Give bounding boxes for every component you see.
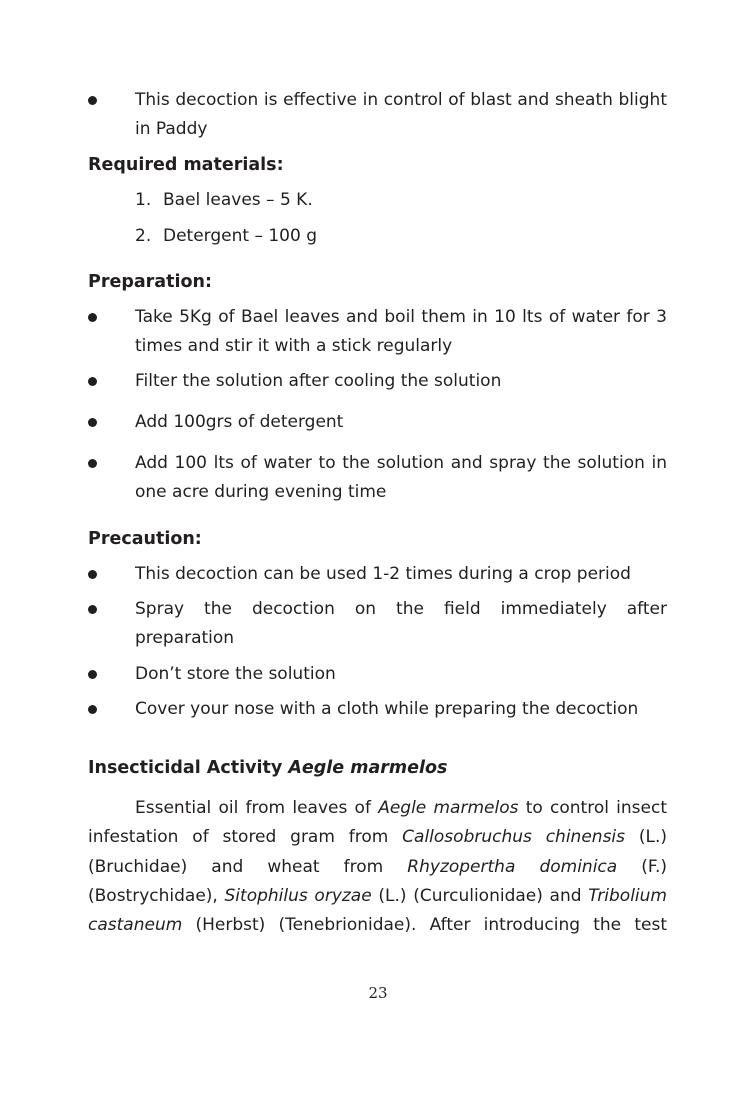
species-name: Rhyzopertha dominica	[407, 856, 618, 877]
bullet-text	[135, 449, 667, 507]
heading-italic-species: Aegle marmelos	[288, 758, 448, 778]
species-name: Aegle marmelos	[378, 798, 519, 818]
species-name: castaneum	[88, 915, 183, 936]
bullet-text	[135, 560, 667, 589]
precaution-heading: Precaution:	[88, 529, 202, 549]
text-segment: (Herbst) (Tenebrionidae). After introducing the test	[182, 915, 667, 936]
bullet-dot	[88, 377, 97, 386]
bullet-text	[135, 695, 667, 724]
item-text: Detergent – 100 g	[163, 226, 318, 246]
species-name: Callosobruchus chinensis	[402, 827, 626, 848]
bullet-dot	[88, 605, 97, 614]
numbered-item	[135, 222, 317, 251]
text-segment: (F.)	[617, 856, 667, 877]
bullet-line: Spray the decoction on the field immediately after	[135, 599, 667, 619]
bullet-line: This decoction is effective in control of blast and sheath blight	[135, 90, 667, 110]
bullet-line: in Paddy	[135, 119, 208, 139]
paragraph-line	[88, 911, 667, 940]
bullet-line: Cover your nose with a cloth while preparing the decoction	[135, 699, 639, 719]
bullet-line: Add 100grs of detergent	[135, 412, 344, 432]
bullet-line: Add 100 lts of water to the solution and spray the solution in	[135, 453, 667, 473]
bullet-dot	[88, 96, 97, 105]
bullet-line: Take 5Kg of Bael leaves and boil them in 10 lts of water for 3	[135, 307, 667, 327]
bullet-dot	[88, 670, 97, 679]
text-segment: (L.) (Curculionidae) and	[371, 885, 589, 906]
preparation-heading: Preparation:	[88, 272, 212, 292]
bullet-text	[135, 408, 667, 437]
text-segment: to control insect	[518, 798, 668, 818]
bullet-dot	[88, 570, 97, 579]
text-segment: (Bruchidae) and wheat from	[88, 856, 408, 877]
insecticidal-paragraph	[88, 794, 667, 940]
bullet-text	[135, 660, 667, 689]
item-number: 1.	[135, 190, 152, 210]
paragraph-line	[88, 823, 667, 852]
bullet-line: one acre during evening time	[135, 482, 387, 502]
bullet-line: This decoction can be used 1-2 times during a crop period	[135, 564, 631, 584]
bullet-line: Filter the solution after cooling the solution	[135, 371, 502, 391]
text-segment: (L.)	[625, 827, 667, 848]
page-number: 23	[368, 984, 388, 1002]
paragraph-line	[88, 882, 667, 911]
numbered-item	[135, 186, 313, 215]
text-segment: (Bostrychidae),	[88, 885, 225, 906]
species-name: Tribolium	[588, 885, 667, 906]
item-text: Bael leaves – 5 K.	[163, 190, 313, 210]
bullet-line: times and stir it with a stick regularly	[135, 336, 453, 356]
species-name: Sitophilus oryzae	[224, 885, 372, 906]
bullet-dot	[88, 459, 97, 468]
bullet-text	[135, 303, 667, 361]
paragraph-line	[88, 853, 667, 882]
bullet-line: preparation	[135, 628, 235, 648]
insecticidal-heading	[88, 754, 447, 783]
bullet-line: Don’t store the solution	[135, 664, 336, 684]
bullet-dot	[88, 313, 97, 322]
paragraph-line	[88, 794, 667, 823]
text-segment: infestation of stored gram from	[88, 827, 403, 848]
bullet-text	[135, 595, 667, 653]
required-materials-heading: Required materials:	[88, 155, 284, 175]
bullet-text	[135, 367, 667, 396]
item-number: 2.	[135, 226, 152, 246]
bullet-text	[135, 86, 667, 144]
bullet-dot	[88, 418, 97, 427]
text-segment: Essential oil from leaves of	[135, 798, 379, 818]
bullet-dot	[88, 705, 97, 714]
heading-plain: Insecticidal Activity	[88, 758, 289, 778]
